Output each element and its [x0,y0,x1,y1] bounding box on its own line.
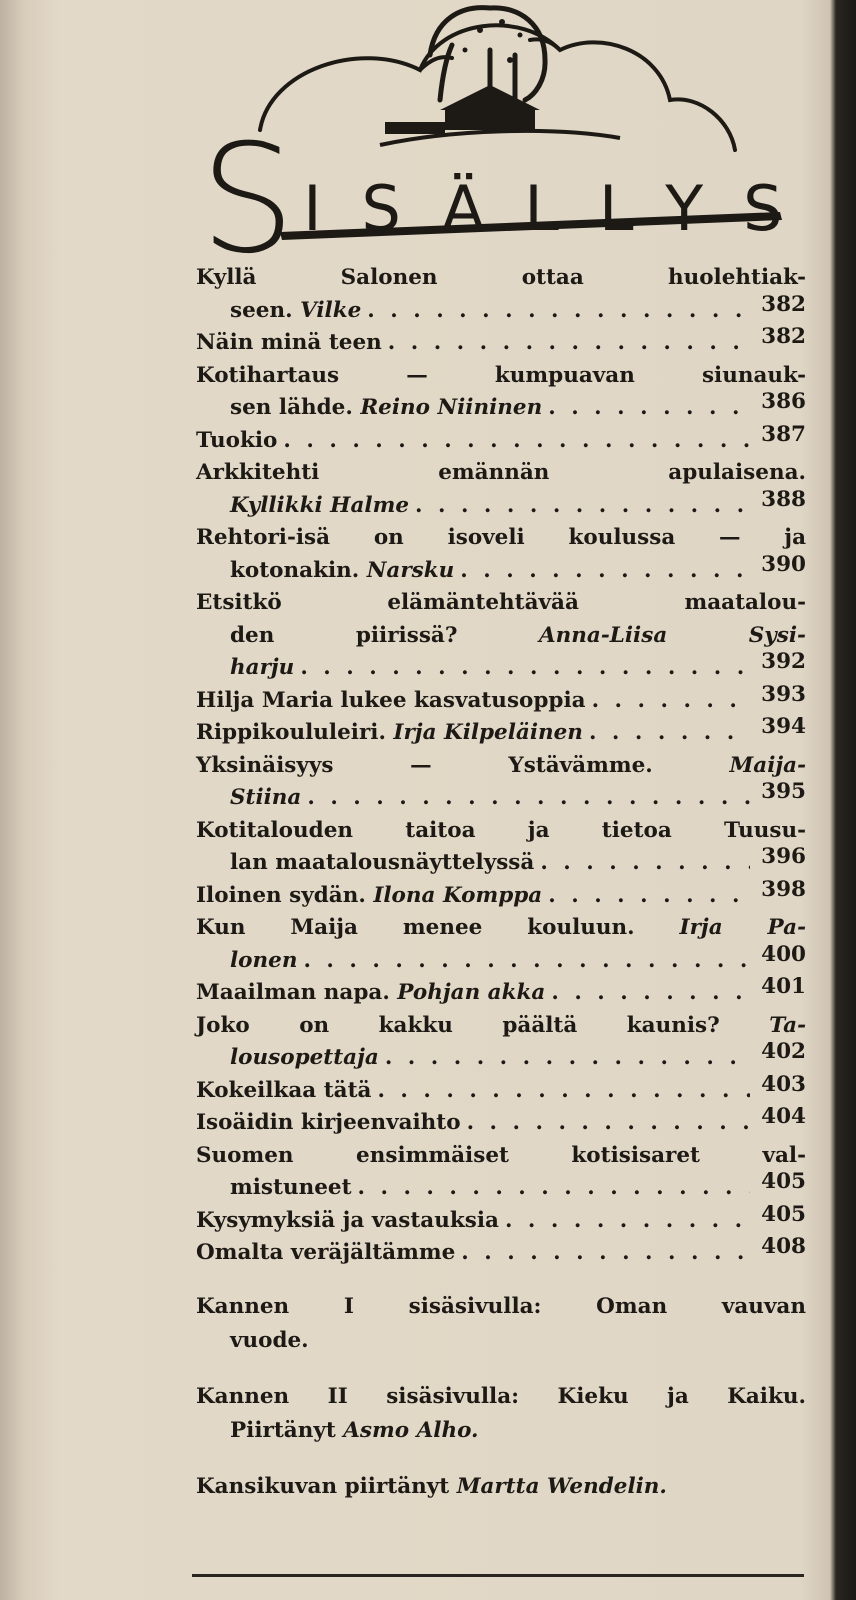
toc-entry-title: Joko on kakku päältä kaunis? [196,1012,770,1038]
table-of-contents [196,262,806,1270]
toc-entry-line [196,941,806,978]
toc-entry-text [196,522,806,555]
toc-entry-author: Vilke [300,297,362,323]
toc-entry-line [196,681,806,718]
toc-entry-title: Rippikoululeiri. [196,720,394,745]
toc-entry-text [230,620,806,653]
toc-page-number: 394 [761,714,806,739]
toc-entry-title: Suomen ensimmäiset kotisisaret val- [196,1142,806,1168]
dot-leader [467,1107,750,1140]
toc-entry-text [230,555,454,588]
dot-leader [551,977,750,1010]
toc-entry [196,681,806,718]
toc-entry-text [230,1172,352,1205]
dot-leader [385,1042,750,1075]
toc-entry-author: Ilona Komppa [373,882,543,908]
toc-entry-title: seen. [230,297,301,323]
toc-entry-line [196,1071,806,1108]
toc-entry [196,1201,806,1238]
toc-entry-line [196,1201,806,1238]
cover-note-2-line2 [196,1414,806,1448]
dot-leader [415,490,750,523]
toc-entry-line [196,714,806,750]
toc-entry-text [230,652,294,685]
toc-entry [196,1234,806,1270]
toc-entry-title: Kyllä Salonen ottaa huolehtiak- [196,265,806,290]
toc-entry-title: den piirissä? [230,622,539,648]
toc-entry-line [196,1234,806,1270]
cover-note-3-line1 [196,1470,806,1504]
toc-page-number: 388 [761,486,806,512]
toc-entry-line [196,389,806,425]
dot-leader [358,1172,750,1205]
cover-note-1-line1: Kannen I sisäsivulla: Oman vauvan [196,1294,806,1319]
toc-entry-title: Hilja Maria lukee kasvatusoppia [196,687,586,713]
toc-entry-line [196,551,806,588]
toc-entry [196,421,806,458]
toc-entry-line [196,457,806,490]
toc-entry-line [196,649,806,685]
toc-entry-text [230,490,409,523]
cover-note-2 [196,1380,806,1448]
toc-entry-text [230,295,361,328]
toc-page-number: 392 [761,649,806,674]
dot-leader [460,555,750,588]
toc-entry-line [196,1104,806,1140]
toc-entry [196,324,806,360]
toc-entry-line [196,587,806,620]
toc-entry [196,1104,806,1140]
toc-entry-author: lonen [230,947,298,973]
toc-entry-line [196,1140,806,1173]
toc-entry-line [196,324,806,360]
dot-leader [548,392,750,425]
toc-entry-text [196,457,806,490]
toc-page-number: 395 [761,779,806,804]
toc-entry-text [230,782,301,815]
toc-page-number: 396 [761,844,806,869]
toc-page-number: 403 [761,1071,806,1097]
cover-note-3-author: Martta Wendelin. [456,1474,667,1499]
toc-entry-text [196,880,542,913]
toc-entry-text [196,1205,499,1238]
toc-entry-title: Maailman napa. [196,980,398,1005]
toc-entry-title: Etsitkö elämäntehtävää maatalou- [196,590,806,615]
toc-page-number: 404 [761,1104,806,1129]
toc-page-number: 402 [761,1039,806,1064]
toc-page-number: 382 [761,324,806,349]
toc-entry-text [230,847,534,880]
toc-entry-line [196,1010,806,1043]
toc-entry-title: Iloinen sydän. [196,882,374,908]
toc-page-number: 387 [761,421,806,447]
cover-note-2-label: Piirtänyt [230,1418,344,1443]
toc-entry-author: Ta- [769,1012,806,1038]
toc-page-number: 393 [761,681,806,707]
dot-leader [548,880,750,913]
toc-entry-title: lan maatalousnäyttelyssä [230,850,535,875]
toc-entry-text [196,912,806,945]
toc-page-number: 390 [761,551,806,577]
toc-entry-title: sen lähde. [230,395,361,420]
toc-entry-line [196,1169,806,1205]
dot-leader [300,652,750,685]
toc-entry-title: Yksinäisyys — Ystävämme. [196,752,730,778]
dot-leader [589,717,750,750]
toc-entry-text [230,945,297,978]
toc-entry-line [196,912,806,945]
toc-entry-text [196,750,806,783]
cover-note-3 [196,1470,806,1504]
cover-note-1-line2: vuode. [230,1328,309,1353]
toc-entry-text [196,425,277,458]
toc-entry-author: Maija- [729,752,806,778]
toc-page-number: 386 [761,389,806,414]
toc-entry-line [196,876,806,913]
dot-leader [505,1205,750,1238]
dot-leader [540,847,750,880]
toc-entry-title: mistuneet [230,1175,352,1200]
toc-entry [196,750,806,815]
toc-page-number: 401 [761,974,806,999]
toc-entry-line [196,1039,806,1075]
toc-entry-title: Tuokio [196,427,278,453]
toc-entry-author: Anna-Liisa Sysi- [538,622,806,648]
toc-entry-line [196,779,806,815]
toc-entry-author: Pohjan akka [397,980,546,1005]
toc-page-number: 398 [761,876,806,902]
toc-entry-author: Irja Pa- [679,915,806,940]
toc-entry [196,815,806,880]
toc-entry-text [196,815,806,848]
toc-entry-text [230,1042,379,1075]
dot-leader [367,295,750,328]
toc-entry [196,1010,806,1075]
toc-entry-author: Stiina [230,785,302,810]
dot-leader [592,685,750,718]
toc-entry-text [196,1010,806,1043]
toc-entry-author: lousopettaja [230,1045,379,1070]
toc-entry-title: Kysymyksiä ja vastauksia [196,1207,499,1233]
toc-entry [196,360,806,425]
toc-entry-text [196,717,583,750]
toc-entry-title: Isoäidin kirjeenvaihto [196,1110,461,1135]
toc-entry-author: Irja Kilpeläinen [393,720,583,745]
toc-entry-text [196,1140,806,1173]
toc-entry-title: Kun Maija menee kouluun. [196,915,680,940]
toc-entry-title: Arkkitehti emännän apulaisena. [196,460,806,485]
cover-note-1 [196,1290,806,1358]
toc-entry-line [196,620,806,653]
toc-entry-title: kotonakin. [230,557,367,583]
dot-leader [388,327,750,360]
toc-page-number: 405 [761,1169,806,1194]
toc-entry-author: Kyllikki Halme [230,492,410,518]
toc-entry [196,262,806,327]
toc-page-number: 400 [761,941,806,967]
toc-entry-author: Narsku [366,557,455,583]
toc-entry [196,1140,806,1205]
toc-entry-text [196,685,586,718]
toc-entry [196,457,806,522]
toc-entry-line [196,974,806,1010]
toc-entry-title: Omalta veräjältämme [196,1240,456,1265]
toc-entry-text [196,1075,371,1108]
toc-entry-line [196,815,806,848]
dot-leader [283,425,750,458]
toc-entry [196,876,806,913]
title-rest: ISÄLLYS [303,172,823,245]
toc-entry-line [196,262,806,295]
toc-entry-text [196,1107,461,1140]
toc-entry-text [196,977,545,1010]
cover-note-2-author: Asmo Alho. [343,1418,479,1443]
cover-note-2-line1: Kannen II sisäsivulla: Kieku ja Kaiku. [196,1384,806,1409]
toc-entry [196,1071,806,1108]
toc-entry-text [196,1237,455,1270]
toc-entry-text [196,262,806,295]
toc-entry-text [196,587,806,620]
toc-entry-line [196,291,806,328]
toc-entry [196,974,806,1010]
toc-entry [196,587,806,685]
toc-entry [196,714,806,750]
toc-entry-line [196,750,806,783]
dot-leader [377,1075,750,1108]
cover-note-3-label: Kansikuvan piirtänyt [196,1474,457,1499]
dot-leader [307,782,750,815]
title-initial: S [200,113,296,287]
toc-entry-author: Reino Niininen [360,395,543,420]
toc-entry-text [196,360,806,393]
cover-notes [196,1290,806,1526]
toc-entry-title: Näin minä teen [196,330,382,355]
bottom-rule [192,1574,804,1577]
toc-entry-line [196,844,806,880]
toc-entry-title: Kokeilkaa tätä [196,1077,372,1103]
toc-page-number: 382 [761,291,806,317]
dot-leader [303,945,750,978]
toc-entry-title: Rehtori-isä on isoveli koulussa — ja [196,525,806,550]
toc-entry-title: Kotitalouden taitoa ja tietoa Tuusu- [196,817,806,843]
toc-entry-line [196,360,806,393]
toc-entry-line [196,522,806,555]
toc-entry [196,912,806,977]
toc-entry-text [230,392,542,425]
toc-entry-title: Kotihartaus — kumpuavan siunauk- [196,362,806,388]
toc-entry [196,522,806,587]
toc-page-number: 408 [761,1234,806,1259]
toc-entry-text [196,327,382,360]
toc-entry-line [196,421,806,458]
dot-leader [461,1237,750,1270]
toc-entry-author: harju [230,655,295,680]
toc-page-number: 405 [761,1201,806,1227]
toc-entry-line [196,486,806,523]
